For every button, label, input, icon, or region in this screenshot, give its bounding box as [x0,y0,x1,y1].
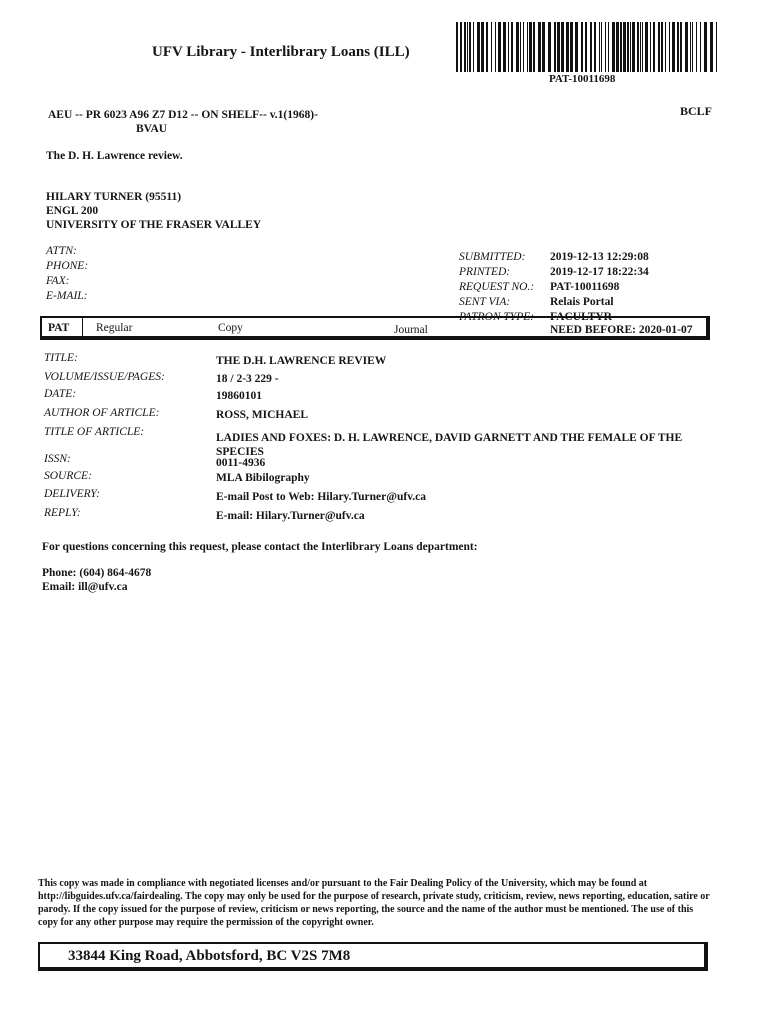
patron-type-label: PATRON TYPE: [459,311,535,323]
printed-label: PRINTED: [459,266,511,278]
item-source: MLA Bibilography [216,472,310,484]
item-issn: 0011-4936 [216,457,266,469]
library-code: BCLF [680,104,713,118]
date-label: DATE: [44,388,77,400]
item-reply: E-mail: Hilary.Turner@ufv.ca [216,510,365,522]
questions-note: For questions concerning this request, please contact the Interlibrary Loans department: [42,541,478,553]
reply-label: REPLY: [44,507,81,519]
address-text: 33844 King Road, Abbotsford, BC V2S 7M8 [68,948,351,964]
source-label: SOURCE: [44,470,92,482]
ill-phone: Phone: (604) 864-4678 [42,567,152,579]
patron-institution: UNIVERSITY OF THE FRASER VALLEY [46,219,262,231]
copy-label: Copy [218,322,243,334]
status-values [550,250,649,325]
phone-label: PHONE: [46,260,89,272]
patron-course: ENGL 200 [46,205,99,217]
copyright-disclaimer: This copy was made in compliance with negotiated licenses and/or pursuant to the Fair Dealing Policy of the University, which may be found at http://libguides.ufv.ca/fairdealing. The copy may only be used for the purpose of research, private study, criticism, review, news reporting, education, satire or parody. If the copy issued for the purpose of review, criticism or news reporting, the source and the name of the author must be mentioned. The use of this copy for any other purpose may require the permission of the copyright owner. [38,878,710,928]
patron-type-value: FACULTYR [550,311,612,323]
ill-email: Email: ill@ufv.ca [42,581,128,593]
article-title-label: TITLE OF ARTICLE: [44,426,145,438]
item-delivery: E-mail Post to Web: Hilary.Turner@ufv.ca [216,491,427,503]
submitted-value: 2019-12-13 12:29:08 [550,251,649,263]
volume-label: VOLUME/ISSUE/PAGES: [44,371,165,383]
item-article-title: LADIES AND FOXES: D. H. LAWRENCE, DAVID GARNETT AND THE FEMALE OF THE SPECIES [216,432,683,458]
delivery-label: DELIVERY: [44,488,100,500]
sent-via-label: SENT VIA: [459,296,511,308]
journal-label: Journal [394,324,428,336]
journal-title: The D. H. Lawrence review. [46,150,183,162]
submitted-label: SUBMITTED: [459,251,526,263]
request-no-label: REQUEST NO.: [459,281,535,293]
page-title: UFV Library - Interlibrary Loans (ILL) [152,44,410,60]
patron-block [46,190,261,232]
issn-label: ISSN: [44,453,71,465]
item-date: 19860101 [216,390,262,402]
item-volume: 18 / 2-3 229 - [216,373,279,385]
pat-label: PAT [48,322,70,334]
fax-label: FAX: [46,275,70,287]
title-label: TITLE: [44,352,78,364]
call-number-line-2: BVAU [136,123,168,135]
attn-label: ATTN: [46,245,77,257]
barcode-label: PAT-10011698 [549,73,616,85]
printed-value: 2019-12-17 18:22:34 [550,266,649,278]
sent-via-value: Relais Portal [550,296,614,308]
call-number-line-1: AEU -- PR 6023 A96 Z7 D12 -- ON SHELF-- v.1(1968)- [48,109,318,121]
ill-contact [42,566,151,594]
request-type-bar [40,316,710,340]
need-before: NEED BEFORE: 2020-01-07 [550,324,693,336]
email-label: E-MAIL: [46,290,88,302]
patron-name: HILARY TURNER (95511) [46,191,182,203]
call-number [48,108,368,136]
regular-label: Regular [96,322,133,334]
barcode-image [456,22,718,72]
bar-divider [82,318,83,336]
item-title: THE D.H. LAWRENCE REVIEW [216,355,387,367]
contact-labels [46,244,88,304]
address-box [38,942,708,971]
author-label: AUTHOR OF ARTICLE: [44,407,160,419]
request-no-value: PAT-10011698 [550,281,620,293]
item-author: ROSS, MICHAEL [216,409,309,421]
status-labels [459,250,534,325]
